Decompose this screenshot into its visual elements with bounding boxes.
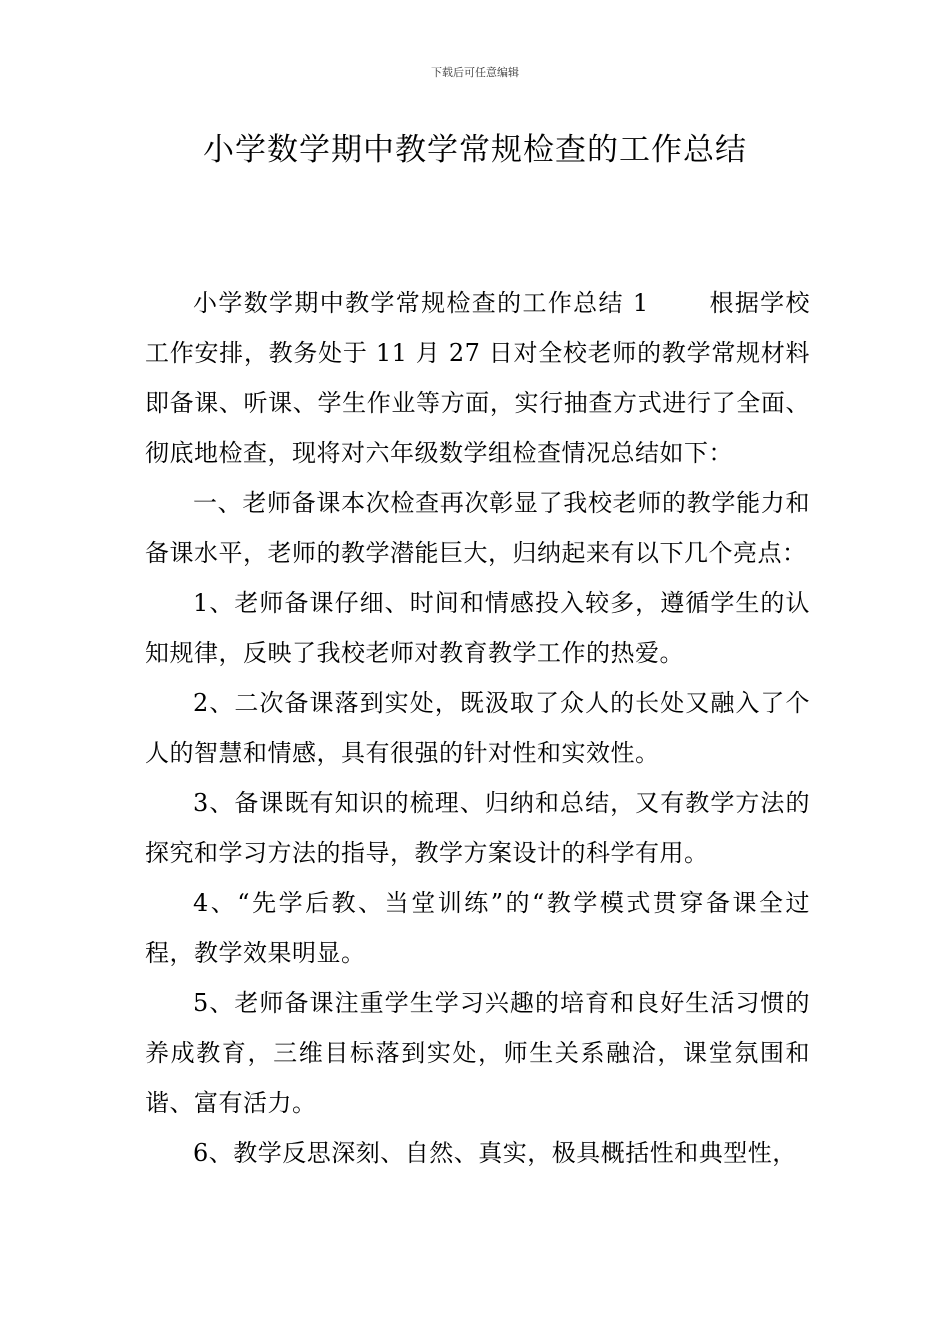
intro-heading: 小学数学期中教学常规检查的工作总结 1 xyxy=(193,289,649,317)
document-title: 小学数学期中教学常规检查的工作总结 xyxy=(203,132,747,168)
paragraph-point-4: 4、“先学后教、当堂训练”的“教学模式贯穿备课全过程，教学效果明显。 xyxy=(145,889,810,967)
paragraph-point-3: 3、备课既有知识的梳理、归纳和总结，又有教学方法的探究和学习方法的指导，教学方案设计的科学有用。 xyxy=(145,789,810,867)
paragraph-section-1: 一、老师备课本次检查再次彰显了我校老师的教学能力和备课水平，老师的教学潜能巨大，归纳起来有以下几个亮点： xyxy=(145,489,810,567)
paragraph-intro xyxy=(145,278,810,478)
paragraph-point-5: 5、老师备课注重学生学习兴趣的培育和良好生活习惯的养成教育，三维目标落到实处，师生关系融洽，课堂氛围和谐、富有活力。 xyxy=(145,989,810,1117)
intro-text: 根据学校工作安排，教务处于 11 月 27 日对全校老师的教学常规材料即备课、听课、学生作业等方面，实行抽查方式进行了全面、彻底地检查，现将对六年级数学组检查情况总结如下： xyxy=(145,289,811,467)
paragraph-point-1: 1、老师备课仔细、时间和情感投入较多，遵循学生的认知规律，反映了我校老师对教育教学工作的热爱。 xyxy=(145,589,810,667)
paragraph-point-6: 6、教学反思深刻、自然、真实，极具概括性和典型性， xyxy=(193,1139,797,1167)
paragraph-point-2: 2、二次备课落到实处，既汲取了众人的长处又融入了个人的智慧和情感，具有很强的针对性和实效性。 xyxy=(145,689,810,767)
document-body xyxy=(145,278,810,1178)
header-note: 下载后可任意编辑 xyxy=(431,66,519,79)
